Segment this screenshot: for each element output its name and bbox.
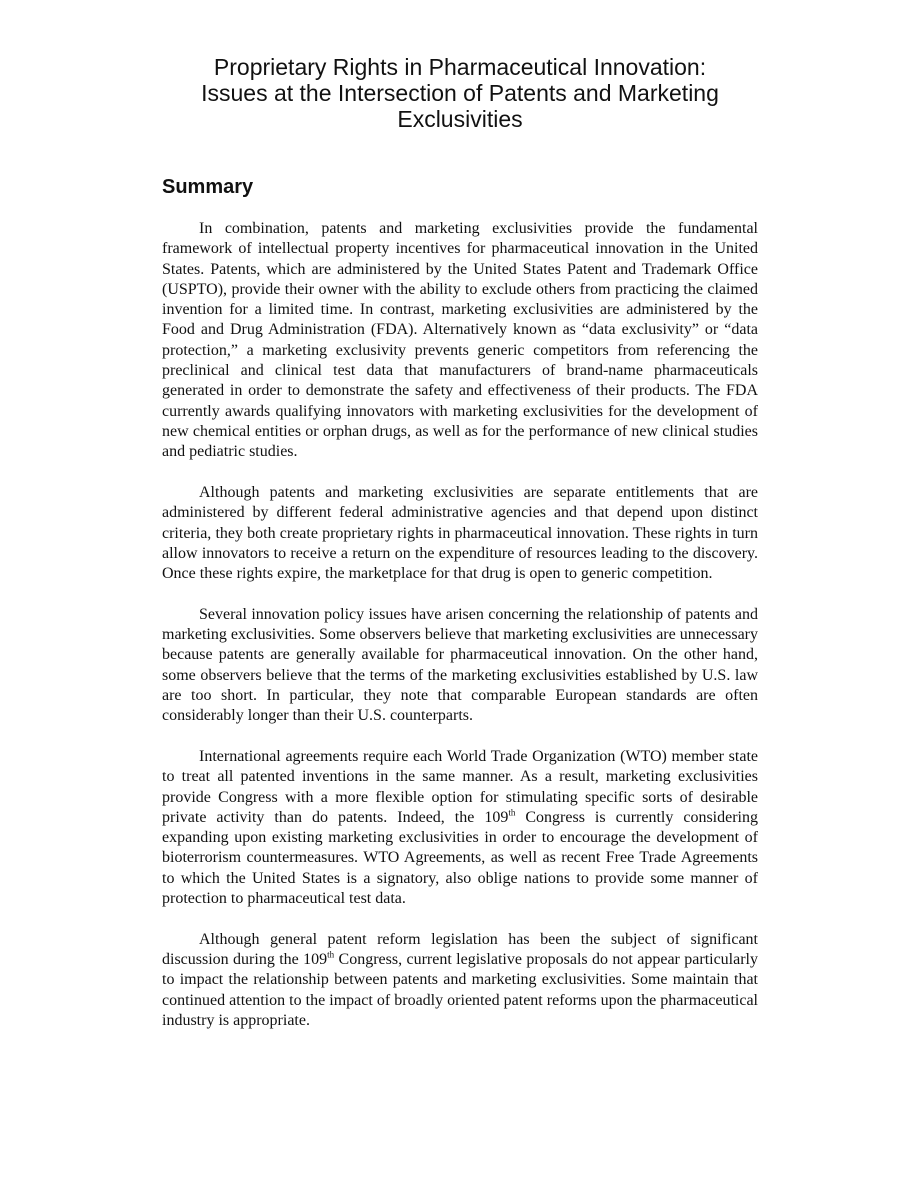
paragraph-4-part-1: International agreements require each World Trade Organization (WTO) member state to treat all patented inventions in the same manner. As a result, marketing exclusivities provide Congress with a more flexible option for stimulating specific sorts of desirable private activity than do patents. Indeed, the 109 [162,748,758,826]
ordinal-suffix: th [508,807,516,818]
paragraph-3: Several innovation policy issues have arisen concerning the relationship of patents and marketing exclusivities. Some observers believe that marketing exclusivities are unnecessary because patents are generally available for pharmaceutical innovation. On the other hand, some observers believe that the terms of the marketing exclusivities established by U.S. law are too short. In particular, they note that comparable European standards are often considerably longer than their U.S. counterparts. [162,605,758,725]
paragraph-1: In combination, patents and marketing exclusivities provide the fundamental framework of intellectual property incentives for pharmaceutical innovation in the United States. Patents, which are administered by the United States Patent and Trademark Office (USPTO), provide their owner with the ability to exclude others from practicing the claimed invention for a limited time. In contrast, marketing exclusivities are administered by the Food and Drug Administration (FDA). Alternatively known as “data exclusivity” or “data protection,” a marketing exclusivity prevents generic competitors from referencing the preclinical and clinical test data that manufacturers of brand-name pharmaceuticals generated in order to demonstrate the safety and effectiveness of their products. The FDA currently awards qualifying innovators with marketing exclusivities for the development of new chemical entities or orphan drugs, as well as for the performance of new clinical studies and pediatric studies. [162,220,758,461]
ordinal-suffix: th [327,949,335,960]
paragraph-5 [162,930,758,1031]
paragraph-2: Although patents and marketing exclusivities are separate entitlements that are administered by different federal administrative agencies and that depend upon distinct criteria, they both create proprietary rights in pharmaceutical innovation. These rights in turn allow innovators to receive a return on the expenditure of resources leading to the discovery. Once these rights expire, the marketplace for that drug is open to generic competition. [162,483,758,583]
paragraph-5-part-2: Congress, current legislative proposals do not appear particularly to impact the relationship between patents and marketing exclusivities. Some maintain that continued attention to the impact of broadly oriented patent reforms upon the pharmaceutical industry is appropriate. [162,951,759,1029]
document-title [160,54,760,132]
title-line-3: Exclusivities [397,106,523,132]
paragraph-5-part-1: Although general patent reform legislation has been the subject of significant discussion during the 109 [162,930,758,969]
summary-body [162,219,758,1052]
title-line-2: Issues at the Intersection of Patents and Marketing [201,80,719,106]
paragraph-4-part-2: Congress is currently considering expanding upon existing marketing exclusivities in order to encourage the development of bioterrorism countermeasures. WTO Agreements, as well as recent Free Trade Agreements to which the United States is a signatory, also oblige nations to provide some manner of protection to pharmaceutical test data. [162,808,758,908]
title-line-1: Proprietary Rights in Pharmaceutical Innovation: [213,54,707,80]
paragraph-4 [162,747,758,909]
summary-heading: Summary [162,176,254,198]
